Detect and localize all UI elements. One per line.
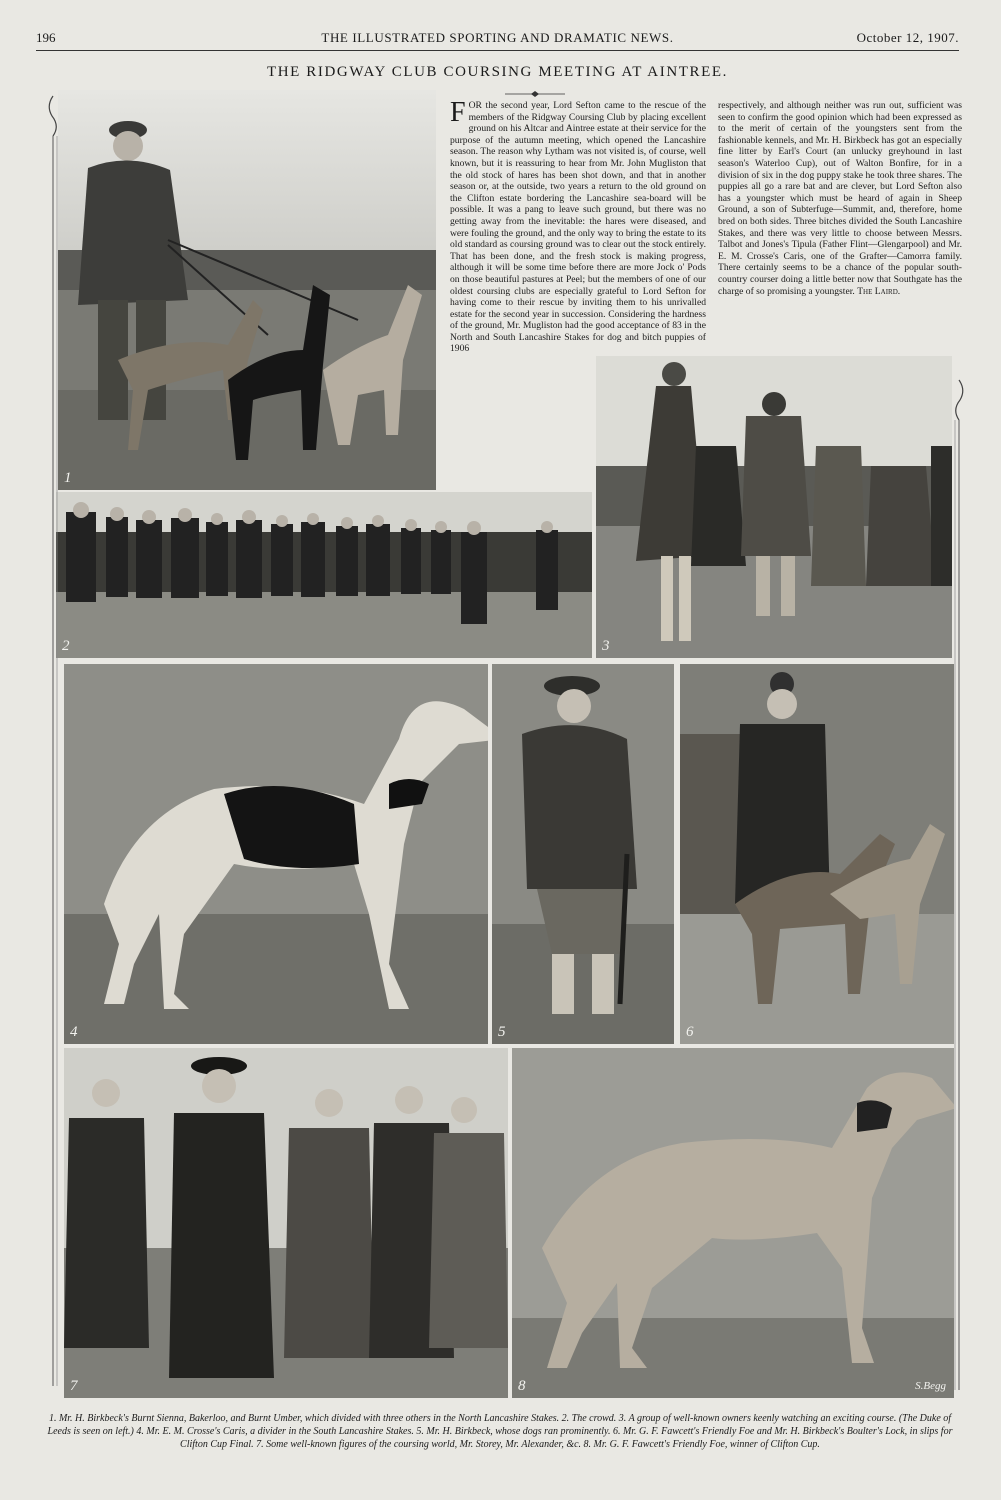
photo-number: 1	[64, 470, 72, 486]
issue-date: October 12, 1907.	[856, 30, 959, 45]
photo-captions: 1. Mr. H. Birkbeck's Burnt Sienna, Bakerloo, and Burnt Umber, which divided with three others in the North Lancashire Stakes. 2. The crowd. 3. A group of well-known owners keenly watching an exciting course. (The Duke of Leeds is seen on left.) 4. Mr. E. M. Crosse's Caris, a divider in the South Lancashire Stakes. 5. Mr. H. Birkbeck, whose dogs ran prominently. 6. Mr. G. F. Fawcett's Friendly Foe and Mr. H. Birkbeck's Boulter's Lock, in slips for Clifton Cup Final. 7. Some well-known figures of the coursing world, Mr. Storey, Mr. Alexander, &c. 8. Mr. G. F. Fawcett's Friendly Foe, winner of Clifton Cup.	[47, 1413, 953, 1450]
photo-5-mr-birkbeck	[492, 664, 674, 1044]
photo-4-greyhound-caris	[64, 664, 488, 1044]
article-column-1	[450, 97, 706, 355]
article-column-2-text: respectively, and although neither was run out, sufficient was seen to confirm the good opinion which had been expressed as to the merit of certain of the youngsters sent from the fashionable kennels, and Mr. H. Birkbeck has got an especially fine litter by Earl's Court (an unlucky greyhound in last season's Waterloo Cup), out of Walton Bonfire, for in a division of six in the dog puppy stake he took three shares. The puppies all go a rare bat and are clever, but Lord Sefton also has a youngster which must be heard of again in Sheep Ground, a son of Subterfuge—Summit, and, therefore, home bred on both sides. Three bitches divided the South Lancashire Stakes, and there was very little to choose between Messrs. Talbot and Jones's Tipula (Father Flint—Glengarpool) and Mr. E. M. Crosse's Caris, one of the Grafter—Camorra family. There certainly seems to be a chance of the popular south-country courser doing a little better now that Southgate has the charge of so promising a youngster.	[718, 100, 962, 297]
photo-number: 2	[62, 638, 70, 654]
article-signature: The Laird.	[857, 285, 901, 297]
drop-cap: F	[450, 97, 466, 128]
photo-3-owners-group	[596, 356, 952, 658]
photo-number: 7	[70, 1378, 78, 1394]
publication-title: THE ILLUSTRATED SPORTING AND DRAMATIC NEWS.	[321, 30, 674, 45]
article-column-2	[718, 100, 962, 297]
photo-2-crowd	[56, 492, 592, 658]
article-title: THE RIDGWAY CLUB COURSING MEETING AT AINTREE.	[266, 64, 729, 80]
photo-1-three-greyhounds	[58, 90, 436, 490]
title-ornament	[505, 91, 565, 97]
photo-7-coursing-figures	[64, 1048, 508, 1398]
photo-number: 8	[518, 1378, 526, 1394]
page-number: 196	[36, 30, 56, 45]
photo-number: 6	[686, 1024, 694, 1040]
photo-6-greyhounds-in-slips	[680, 664, 954, 1044]
photo-8-friendly-foe	[512, 1048, 954, 1398]
photographer-signature: S.Begg	[915, 1380, 946, 1392]
article-column-1-text: OR the second year, Lord Sefton came to the rescue of the members of the Ridgway Coursing Club by placing excellent ground on his Altcar and Aintree estate at their service for the purpose of the autumn meeting, which opened the Lancashire season. The reason why Lytham was not visited is, of course, well known, but it is reassuring to hear from Mr. John Mugliston that the old stock of hares has been shot down, and that in another season or, at the outside, two years a return to the old ground on the Clifton estate bordering the Lancashire sea-board will be possible. It was a pang to leave such ground, but there was no getting away from the inevitable: the hares were diseased, and were fouling the ground, and the only way to bring the estate to its old standard as coursing ground was to clear out the stock entirely. That has been done, and the fresh stock is making progress, although it will be some time before there are more Jock o' Pods on those beautiful pastures at Peel; but the members of one of our oldest coursing clubs are especially grateful to Lord Sefton for having come to their rescue by inviting them to his unrivalled estate for the second year in succession. Considering the hardness of the ground, Mr. Mugliston had the good acceptance of 83 in the North and South Lancashire Stakes for dog and bitch puppies of 1906	[450, 100, 706, 355]
photo-number: 4	[70, 1024, 78, 1040]
photo-number: 3	[602, 638, 610, 654]
photo-number: 5	[498, 1024, 506, 1040]
page-header	[36, 28, 959, 51]
